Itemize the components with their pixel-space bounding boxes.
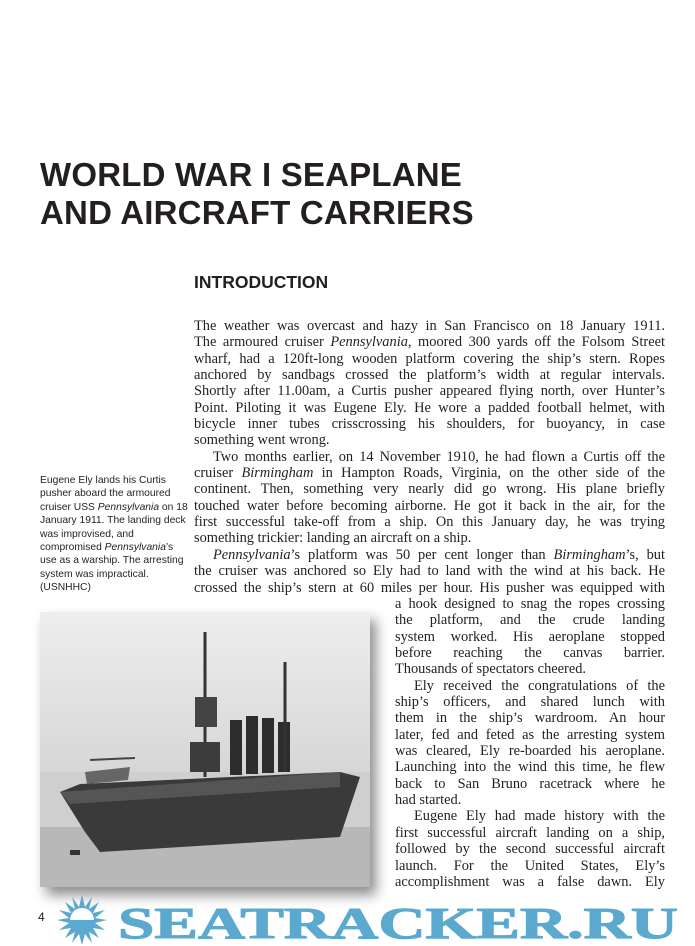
- body-line: [194, 580, 665, 596]
- text-segment: back to San Bruno racetrack where he: [395, 775, 665, 792]
- text-segment: the cruiser was anchored so Ely had to land with the wind at his back. He: [194, 563, 665, 580]
- ship-photo: [40, 612, 370, 887]
- body-line: [194, 465, 665, 481]
- italic-text: Pennsylvania: [330, 334, 408, 351]
- text-segment: ship’s officers, and shared lunch with: [395, 694, 665, 711]
- text-segment: anchored by sandbags crossed the platform’s width at regular intervals.: [194, 367, 665, 384]
- text-segment: wharf, had a 120ft-long wooden platform covering the ship’s stern. Ropes: [194, 350, 665, 367]
- italic-text: Birmingham: [241, 465, 314, 482]
- chapter-title: [40, 156, 474, 232]
- text-segment: before reaching the canvas barrier.: [395, 645, 665, 662]
- body-line: [194, 514, 665, 530]
- caption-line: [40, 501, 190, 514]
- text-segment: was improvised, and: [40, 528, 134, 540]
- text-segment: Launching into the wind this time, he flew: [395, 759, 665, 776]
- text-segment: crossed the ship’s stern at 60 miles per hour. His pusher was equipped with: [194, 579, 665, 596]
- text-segment: use as a warship. The arresting: [40, 555, 184, 567]
- body-line: [395, 727, 665, 743]
- text-segment: something went wrong.: [194, 432, 330, 449]
- body-text-narrow: [395, 596, 665, 890]
- caption-line: [40, 474, 190, 487]
- body-text-wide: [194, 318, 665, 596]
- body-line: [194, 318, 665, 334]
- page-number: 4: [38, 910, 45, 924]
- text-segment: compromised: [40, 542, 105, 554]
- caption-line: [40, 528, 190, 541]
- body-line: [194, 334, 665, 350]
- body-line: [194, 563, 665, 579]
- body-line: [395, 596, 665, 612]
- caption-line: [40, 514, 190, 527]
- body-line: [194, 351, 665, 367]
- text-segment: a hook designed to snag the ropes crossing: [395, 596, 665, 612]
- text-segment: Ely received the congratulations of the: [414, 677, 665, 694]
- italic-text: Pennsylvania: [213, 546, 291, 563]
- text-segment: touched water before becoming airborne. He got it back in the air, for the: [194, 497, 665, 514]
- ship-illustration: [40, 612, 370, 887]
- body-line: [395, 808, 665, 824]
- body-line: [395, 874, 665, 890]
- text-segment: the platform, and the crude landing: [395, 612, 665, 629]
- photo-caption: [40, 474, 190, 595]
- text-segment: ’s platform was 50 per cent longer than: [290, 546, 554, 563]
- text-segment: on 18: [159, 501, 188, 513]
- text-segment: pusher aboard the armoured: [40, 488, 171, 500]
- caption-line: [40, 487, 190, 500]
- text-segment: ’s: [165, 542, 174, 554]
- body-line: [395, 629, 665, 645]
- text-segment: accomplishment was a false dawn. Ely: [395, 873, 665, 890]
- text-segment: cruiser: [194, 465, 242, 482]
- body-line: [395, 858, 665, 874]
- text-segment: ’s, but: [625, 546, 665, 563]
- caption-line: [40, 554, 190, 567]
- caption-line: [40, 581, 190, 594]
- body-line: [194, 481, 665, 497]
- text-segment: something trickier: landing an aircraft on a ship.: [194, 530, 472, 547]
- text-segment: system was impractical.: [40, 568, 149, 580]
- italic-text: Pennsylvania: [97, 501, 160, 513]
- text-segment: Thousands of spectators cheered.: [395, 661, 587, 678]
- text-segment: Point. Piloting it was Eugene Ely. He wore a padded football helmet, with: [194, 399, 665, 416]
- body-line: [194, 416, 665, 432]
- body-line: [194, 449, 665, 465]
- body-line: [395, 825, 665, 841]
- text-segment: January 1911. The landing deck: [40, 515, 186, 527]
- body-line: [395, 776, 665, 792]
- body-line: [194, 547, 665, 563]
- body-line: [395, 612, 665, 628]
- body-line: [395, 743, 665, 759]
- text-segment: had started.: [395, 792, 462, 809]
- text-segment: in Hampton Roads, Virginia, on the other side of the: [313, 465, 665, 482]
- text-segment: Shortly after 11.00am, a Curtis pusher appeared flying north, over Hunter’s: [194, 383, 665, 400]
- body-line: [395, 710, 665, 726]
- body-line: [395, 661, 665, 677]
- text-segment: Two months earlier, on 14 November 1910, he had flown a Curtis off the: [213, 448, 665, 465]
- body-line: [194, 530, 665, 546]
- text-segment: continent. Then, something very nearly did go wrong. His plane briefly: [194, 481, 665, 498]
- text-segment: (USNHHC): [40, 582, 91, 594]
- text-segment: The armoured cruiser: [194, 334, 331, 351]
- body-line: [395, 759, 665, 775]
- chapter-title-line: WORLD WAR I SEAPLANE: [40, 156, 462, 193]
- text-segment: followed by the second successful aircraft: [395, 841, 665, 858]
- text-segment: The weather was overcast and hazy in San Francisco on 18 January 1911.: [194, 318, 665, 334]
- text-segment: system worked. His aeroplane stopped: [395, 628, 665, 645]
- sun-logo-icon: [57, 895, 107, 945]
- text-segment: Eugene Ely had made history with the: [414, 808, 665, 825]
- text-segment: was cleared, Ely re-boarded his aeroplane.: [395, 743, 665, 760]
- section-heading: INTRODUCTION: [194, 272, 329, 292]
- body-line: [194, 432, 665, 448]
- seatracker-watermark: [0, 893, 695, 946]
- body-line: [194, 400, 665, 416]
- body-line: [194, 367, 665, 383]
- caption-line: [40, 541, 190, 554]
- text-segment: , moored 300 yards off the Folsom Street: [407, 334, 665, 351]
- caption-line: [40, 568, 190, 581]
- italic-text: Birmingham: [553, 546, 626, 563]
- body-line: [194, 498, 665, 514]
- italic-text: Pennsylvania: [104, 542, 166, 554]
- text-segment: Eugene Ely lands his Curtis: [40, 475, 166, 486]
- body-line: [395, 792, 665, 808]
- body-line: [395, 678, 665, 694]
- body-line: [194, 383, 665, 399]
- body-line: [395, 645, 665, 661]
- text-segment: them in the ship’s wardroom. An hour: [395, 710, 665, 727]
- text-segment: launch. For the United States, Ely’s: [395, 857, 665, 874]
- text-segment: cruiser USS: [40, 501, 98, 513]
- body-line: [395, 694, 665, 710]
- text-segment: first successful aircraft landing on a ship,: [395, 824, 665, 841]
- text-segment: bicycle inner tubes crisscrossing his shoulders, for buoyancy, in case: [194, 416, 665, 433]
- watermark-text: SEATRACKER.RU: [118, 899, 678, 946]
- text-segment: first successful take-off from a ship. On this January day, he was trying: [194, 514, 665, 531]
- body-line: [395, 841, 665, 857]
- text-segment: later, fed and feted as the arresting system: [395, 726, 665, 743]
- chapter-title-line: AND AIRCRAFT CARRIERS: [40, 194, 474, 231]
